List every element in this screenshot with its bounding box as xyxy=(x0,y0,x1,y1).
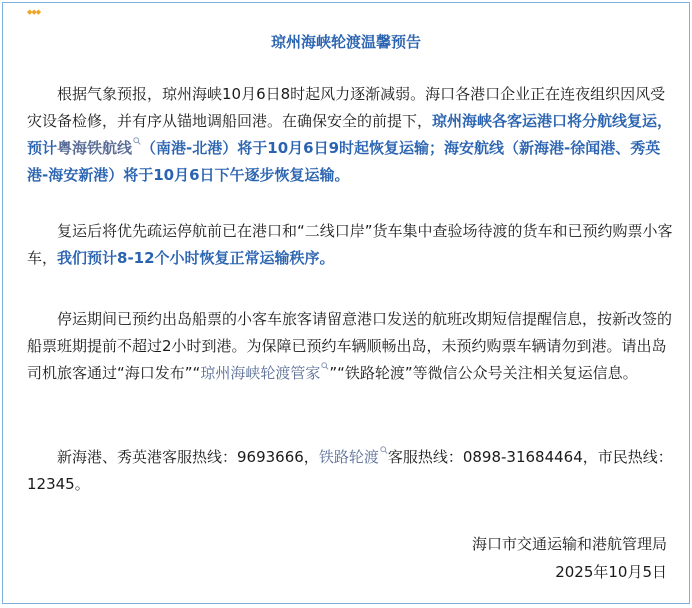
notice-title: 琼州海峡轮渡温馨预告 xyxy=(270,33,421,51)
priority-text: 复运后将优先疏运停航前已在港口和“二线口岸”货车集中查验场待渡的货车和已预约购票小客车， xyxy=(27,222,673,267)
passenger-text-end: ”“铁路轮渡”等微信公众号关注相关复运信息。 xyxy=(329,364,638,382)
search-icon[interactable] xyxy=(380,446,388,456)
resume-highlight: 琼州海峡各客运港口将分航线复运，预计 xyxy=(27,112,673,157)
paragraph-passengers xyxy=(27,306,677,387)
hotline-text: 新海港、秀英港客服热线：9693666， xyxy=(57,448,319,466)
notice-card xyxy=(2,2,690,604)
recovery-highlight: 我们预计8-12个小时恢复正常运输秩序。 xyxy=(57,249,335,267)
signature-org: 海口市交通运输和港航管理局 xyxy=(471,535,667,553)
weather-text: 根据气象预报，琼州海峡10月6日8时起风力逐渐减弱。海口各港口企业正在连夜组织因风受灾设备检修，并有序从锚地调船回港。在确保安全的前提下， xyxy=(27,85,666,130)
passenger-text: 停运期间已预约出岛船票的小客车旅客请留意港口发送的航班改期短信提醒信息，按新改签的船票班期提前不超过2小时到港。为保障已预约车辆顺畅出岛，未预约购票车辆请勿到港。请出岛司机旅客通过“海口发布”“ xyxy=(27,310,673,382)
link-ferry-manager[interactable]: 琼州海峡轮渡管家 xyxy=(200,364,321,382)
paragraph-hotlines xyxy=(27,444,677,498)
search-icon[interactable] xyxy=(133,137,141,147)
paragraph-weather xyxy=(27,81,677,189)
paragraph-priority xyxy=(27,218,677,272)
signature-date: 2025年10月5日 xyxy=(555,563,667,581)
hotline-text-end: 客服热线：0898-31684464，市民热线：12345。 xyxy=(27,448,673,493)
resume-schedule-highlight: （南港-北港）将于10月6日9时起恢复运输；海安航线（新海港-徐闻港、秀英港-海安新港）将于10月6日下午逐步恢复运输。 xyxy=(27,139,661,184)
route-link-yuehai[interactable]: 粤海铁航线 xyxy=(57,139,133,157)
link-railway-ferry[interactable]: 铁路轮渡 xyxy=(318,448,379,466)
corner-dots-icon: ◆◆◆ xyxy=(27,8,41,16)
